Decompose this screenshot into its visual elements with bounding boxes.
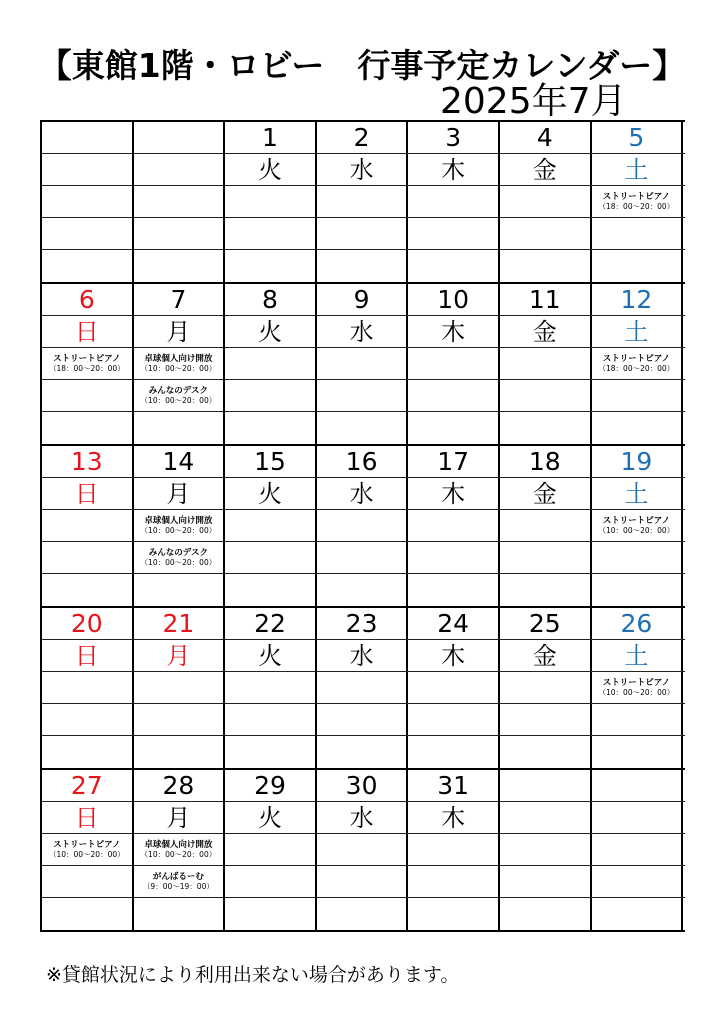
event-name: みんなのデスク [148,548,208,558]
event-cell [317,250,409,282]
day-number: 31 [408,770,500,801]
day-number: 7 [134,284,226,315]
event-cell [408,218,500,249]
event-cell [408,542,500,573]
day-number: 30 [317,770,409,801]
event-cell [134,736,226,768]
event-cell [317,510,409,541]
event-cell [225,704,317,735]
event-cell [592,898,684,930]
event-cell [134,866,226,897]
event-time: （10：00～20：00） [140,396,217,405]
event-cell [42,704,134,735]
month-heading: 2025年7月 [440,81,627,122]
event-cell [500,412,592,444]
weekday-label: 金 [500,316,592,347]
event-cell [317,186,409,217]
weekday-label: 日 [42,640,134,671]
event-cell [500,736,592,768]
event-cell [317,736,409,768]
event-cell [42,412,134,444]
event-cell [592,348,684,379]
calendar-grid [40,120,685,932]
weekday-label: 金 [500,154,592,185]
event-row [42,380,685,412]
event-cell [134,704,226,735]
event-time: （9：00～19：00） [142,882,214,891]
page-title: 【東館1階・ロビー 行事予定カレンダー】 [38,46,686,85]
date-row [42,608,685,640]
event-cell [592,704,684,735]
event-cell [225,348,317,379]
weekday-label: 月 [134,316,226,347]
event-name: ストリートピアノ [53,840,121,850]
day-number: 4 [500,122,592,153]
event-cell [592,380,684,411]
calendar-week [42,608,685,770]
weekday-label: 土 [592,640,684,671]
event-cell [225,412,317,444]
event-row [42,218,685,250]
event-cell [225,510,317,541]
date-row [42,446,685,478]
event-cell [42,218,134,249]
weekday-label: 木 [408,640,500,671]
event-cell [408,704,500,735]
weekday-label: 火 [225,802,317,833]
weekday-label: 月 [134,478,226,509]
event-cell [500,672,592,703]
event-cell [225,542,317,573]
day-number: 18 [500,446,592,477]
event-cell [134,348,226,379]
event-name: がんばるーむ [152,872,204,882]
event-cell [225,736,317,768]
event-cell [317,574,409,606]
weekday-label: 土 [592,478,684,509]
event-cell [317,380,409,411]
weekday-label: 日 [42,478,134,509]
event-cell [408,510,500,541]
day-number [42,122,134,153]
event-cell [317,672,409,703]
event-cell [408,412,500,444]
weekday-label: 木 [408,316,500,347]
event-time: （10：00～20：00） [140,850,217,859]
event-row [42,542,685,574]
event-name: ストリートピアノ [602,516,671,526]
day-number: 12 [592,284,684,315]
event-cell [500,348,592,379]
event-cell [317,412,409,444]
event-cell [592,542,684,573]
weekday-label: 水 [317,640,409,671]
weekday-label: 土 [592,154,684,185]
calendar-week [42,122,685,284]
event-time: （10：00～20：00） [598,526,675,535]
weekday-label: 水 [317,478,409,509]
event-cell [42,574,134,606]
day-number: 23 [317,608,409,639]
weekday-label [134,154,226,185]
event-cell [134,380,226,411]
weekday-row [42,640,685,672]
event-cell [42,898,134,930]
day-number: 29 [225,770,317,801]
event-cell [225,218,317,249]
event-cell [42,186,134,217]
day-number: 2 [317,122,409,153]
day-number: 19 [592,446,684,477]
weekday-label: 水 [317,316,409,347]
event-cell [225,866,317,897]
event-cell [134,672,226,703]
event-row [42,250,685,282]
event-cell [134,218,226,249]
weekday-row [42,316,685,348]
day-number: 15 [225,446,317,477]
event-cell [592,834,684,865]
event-cell [317,704,409,735]
day-number: 10 [408,284,500,315]
event-name: ストリートピアノ [53,354,121,364]
day-number [134,122,226,153]
event-cell [42,834,134,865]
event-cell [42,542,134,573]
event-cell [592,510,684,541]
event-cell [408,898,500,930]
event-name: みんなのデスク [148,386,208,396]
event-cell [225,250,317,282]
event-cell [134,412,226,444]
event-name: 卓球個人向け開放 [144,516,213,526]
event-cell [408,574,500,606]
event-cell [42,866,134,897]
event-cell [592,186,684,217]
date-row [42,122,685,154]
weekday-row [42,802,685,834]
weekday-label: 火 [225,154,317,185]
event-cell [225,186,317,217]
event-cell [592,672,684,703]
event-cell [592,736,684,768]
weekday-label: 金 [500,478,592,509]
weekday-label: 水 [317,154,409,185]
event-row [42,866,685,898]
event-cell [225,672,317,703]
event-cell [408,380,500,411]
event-name: ストリートピアノ [602,192,671,202]
event-cell [500,380,592,411]
event-row [42,574,685,606]
event-cell [408,672,500,703]
event-time: （18：00～20：00） [598,364,675,373]
weekday-label [500,802,592,833]
event-cell [408,348,500,379]
day-number: 14 [134,446,226,477]
event-cell [408,834,500,865]
event-cell [500,866,592,897]
weekday-row [42,154,685,186]
event-cell [134,250,226,282]
weekday-label: 日 [42,316,134,347]
event-cell [408,186,500,217]
event-cell [500,186,592,217]
event-cell [592,250,684,282]
event-cell [134,510,226,541]
event-time: （10：00～20：00） [598,688,675,697]
event-name: ストリートピアノ [602,678,671,688]
event-name: 卓球個人向け開放 [144,840,213,850]
weekday-row [42,478,685,510]
day-number: 24 [408,608,500,639]
event-row [42,348,685,380]
day-number: 25 [500,608,592,639]
event-row [42,510,685,542]
day-number: 8 [225,284,317,315]
event-row [42,736,685,768]
weekday-label: 火 [225,316,317,347]
event-cell [500,574,592,606]
day-number: 26 [592,608,684,639]
event-cell [592,218,684,249]
day-number: 28 [134,770,226,801]
event-row [42,412,685,444]
event-cell [592,866,684,897]
event-cell [42,380,134,411]
event-cell [500,898,592,930]
weekday-label: 土 [592,316,684,347]
calendar-week [42,284,685,446]
footnote: ※貸館状況により利用出来ない場合があります。 [46,964,460,986]
event-cell [317,898,409,930]
day-number [592,770,684,801]
day-number: 16 [317,446,409,477]
event-cell [317,542,409,573]
event-row [42,186,685,218]
event-cell [500,510,592,541]
weekday-label: 月 [134,640,226,671]
date-row [42,770,685,802]
event-cell [42,736,134,768]
day-number: 3 [408,122,500,153]
event-cell [500,218,592,249]
event-cell [134,574,226,606]
event-cell [225,898,317,930]
event-cell [134,898,226,930]
event-row [42,672,685,704]
event-row [42,704,685,736]
day-number: 13 [42,446,134,477]
date-row [42,284,685,316]
event-time: （10：00～20：00） [48,850,125,859]
weekday-label [42,154,134,185]
day-number: 22 [225,608,317,639]
day-number: 11 [500,284,592,315]
event-time: （18：00～20：00） [48,364,125,373]
event-cell [42,510,134,541]
weekday-label: 日 [42,802,134,833]
event-cell [134,186,226,217]
event-cell [317,348,409,379]
weekday-label: 火 [225,640,317,671]
weekday-label: 月 [134,802,226,833]
weekday-label: 金 [500,640,592,671]
event-cell [317,218,409,249]
event-cell [500,834,592,865]
day-number: 17 [408,446,500,477]
day-number: 21 [134,608,226,639]
day-number: 9 [317,284,409,315]
weekday-label: 火 [225,478,317,509]
weekday-label: 木 [408,802,500,833]
event-cell [134,834,226,865]
event-time: （10：00～20：00） [140,558,217,567]
day-number: 1 [225,122,317,153]
event-time: （10：00～20：00） [140,526,217,535]
day-number: 27 [42,770,134,801]
event-cell [42,250,134,282]
weekday-label: 木 [408,478,500,509]
event-cell [317,834,409,865]
event-cell [500,542,592,573]
day-number: 20 [42,608,134,639]
weekday-label: 水 [317,802,409,833]
event-row [42,834,685,866]
event-cell [42,348,134,379]
event-row [42,898,685,930]
event-cell [225,574,317,606]
weekday-label: 木 [408,154,500,185]
event-cell [500,250,592,282]
event-cell [592,574,684,606]
calendar-week [42,770,685,932]
event-cell [500,704,592,735]
day-number [500,770,592,801]
event-time: （10：00～20：00） [140,364,217,373]
event-cell [42,672,134,703]
weekday-label [592,802,684,833]
event-cell [408,866,500,897]
event-cell [317,866,409,897]
event-cell [134,542,226,573]
event-cell [408,250,500,282]
event-name: ストリートピアノ [602,354,671,364]
event-name: 卓球個人向け開放 [144,354,213,364]
event-cell [225,380,317,411]
event-time: （18：00～20：00） [598,202,675,211]
calendar-week [42,446,685,608]
event-cell [408,736,500,768]
day-number: 6 [42,284,134,315]
day-number: 5 [592,122,684,153]
event-cell [225,834,317,865]
event-cell [592,412,684,444]
